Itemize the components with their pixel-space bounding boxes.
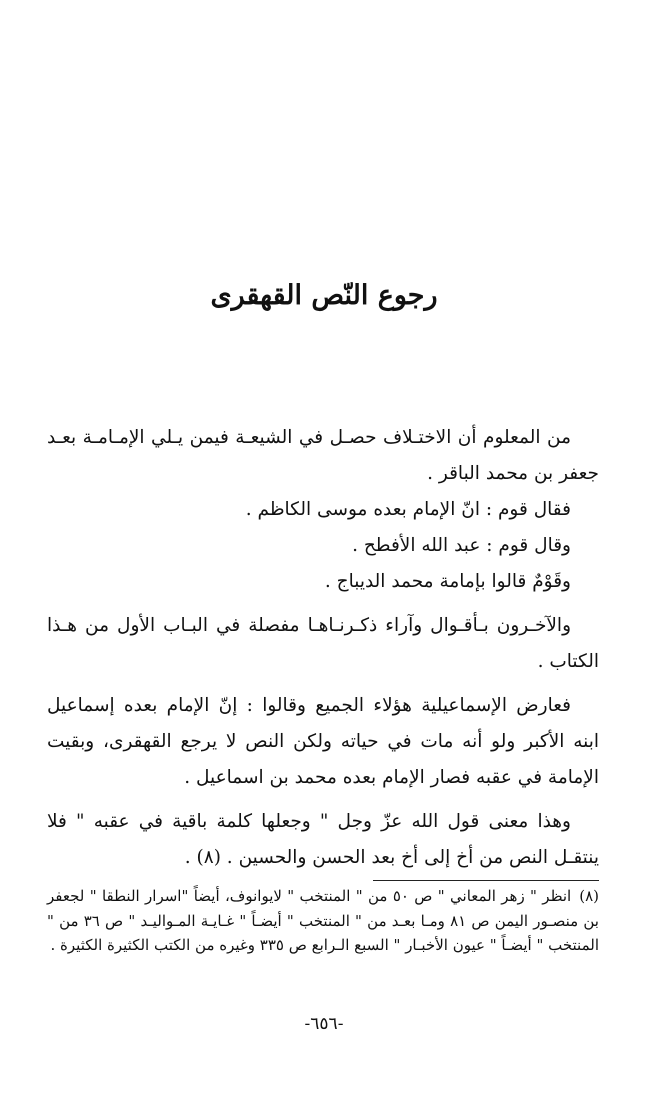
chapter-title: رجوع النّص القهقرى [210, 280, 438, 311]
paragraph-intro: من المعلوم أن الاختـلاف حصـل في الشيعـة فيمن يـلي الإمـامـة بعـد جعفر بن محمد الباقر . [47, 427, 599, 484]
footnote-divider [373, 880, 599, 881]
footnote [47, 884, 599, 958]
paragraph-meaning: وهذا معنى قول الله عزّ وجل " وجعلها كلمة باقية في عقبه " فلا ينتقـل النص من أخ إلى أخ بعد الحسن والحسين . (٨) . [47, 811, 599, 868]
paragraph-ismailis: فعارض الإسماعيلية هؤلاء الجميع وقالوا : إنّ الإمام بعده إسماعيل ابنه الأكبر ولو أنه مات في حياته ولكن النص لا يرجع القهقرى، وبقيت الإمامة في عقبه فصار الإمام بعده محمد بن اسماعيل . [47, 695, 599, 788]
footnote-number: (٨) [579, 887, 599, 905]
quote-line-3: وقَوْمٌ قالوا بإمامة محمد الديباج . [324, 571, 571, 592]
quote-line-1: فقال قوم : انّ الإمام بعده موسى الكاظم . [245, 499, 571, 520]
paragraph-others: والآخـرون بـأقـوال وآراء ذكـرنـاهـا مفصلة في البـاب الأول من هـذا الكتاب . [47, 615, 599, 672]
footnote-text: انظر " زهر المعاني " ص ٥٠ من " المنتخب " لايوانوف، أيضاً "اسرار النطقا " لجعفر بن منصـور اليمن ص ٨١ ومـا بعـد من " المنتخب " أيضـاً " غـايـة المـواليـد " ص ٣٦ من " المنتخب " أيضـاً " عيون الأخبـار " السبع الـرابع ص ٣٣٥ وغيره من الكتب الكثيرة الكثيرة . [47, 887, 599, 954]
body-text [47, 420, 599, 884]
page-number: -٦٥٦- [304, 1014, 344, 1034]
quote-line-2: وقال قوم : عبد الله الأفطح . [352, 535, 571, 556]
